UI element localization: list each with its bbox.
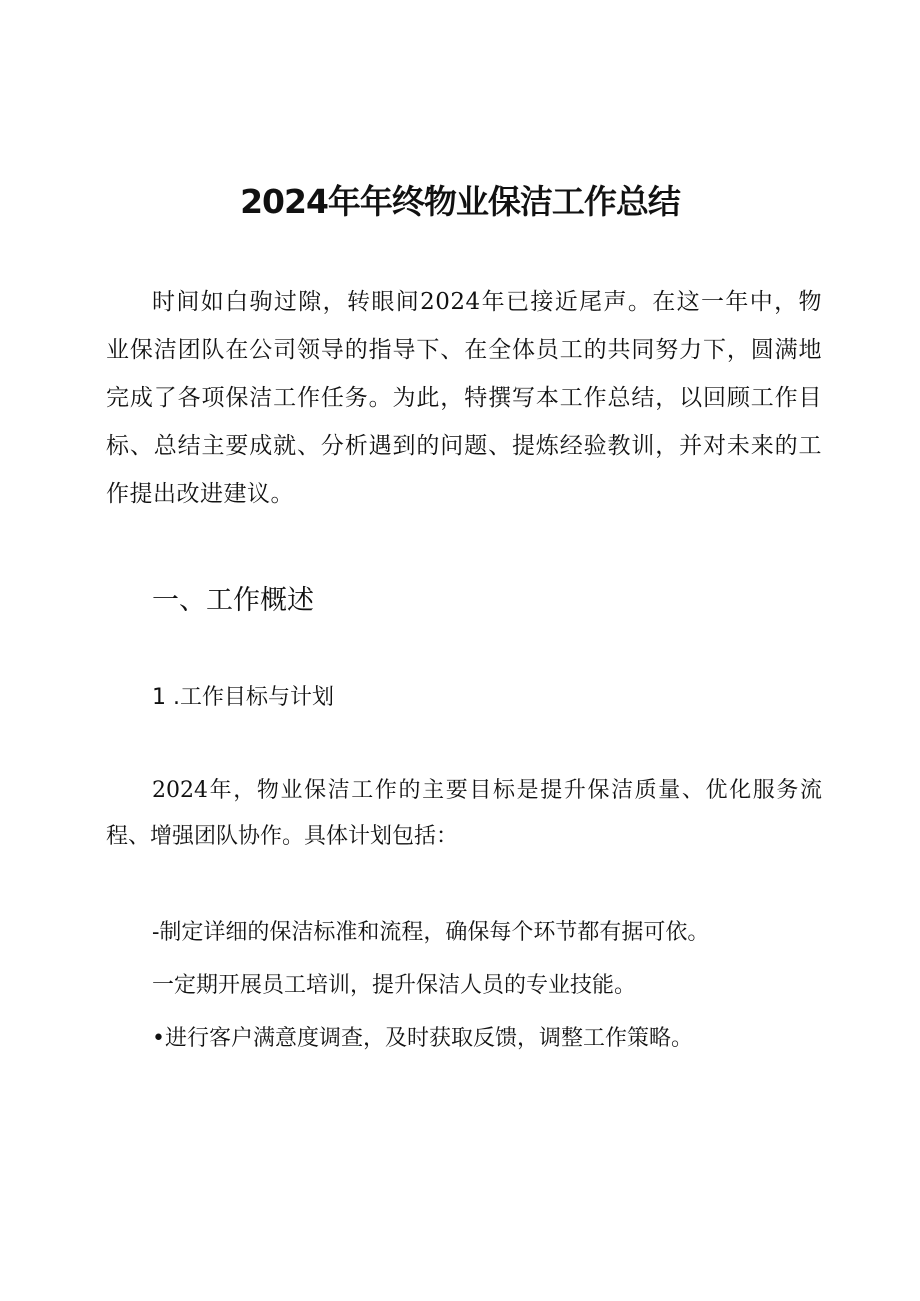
intro-paragraph: 时间如白驹过隙，转眼间2024年已接近尾声。在这一年中，物业保洁团队在公司领导的指导下、在全体员工的共同努力下，圆满地完成了各项保洁工作任务。为此，特撰写本工作总结，以回顾工作目标、总结主要成就、分析遇到的问题、提炼经验教训，并对未来的工作提出改进建议。	[106, 289, 822, 507]
plan-list	[152, 906, 832, 1065]
list-item: -制定详细的保洁标准和流程，确保每个环节都有据可依。	[152, 920, 710, 945]
subsection-heading: 1 .工作目标与计划	[152, 685, 334, 710]
document-title: 2024年年终物业保洁工作总结	[240, 182, 680, 221]
list-item: •进行客户满意度调查，及时获取反馈，调整工作策略。	[152, 1026, 693, 1051]
subsection-paragraph: 2024年，物业保洁工作的主要目标是提升保洁质量、优化服务流程、增强团队协作。具体计划包括：	[106, 778, 822, 849]
list-item: 一定期开展员工培训，提升保洁人员的专业技能。	[152, 973, 637, 998]
section-heading: 一、工作概述	[152, 585, 314, 616]
